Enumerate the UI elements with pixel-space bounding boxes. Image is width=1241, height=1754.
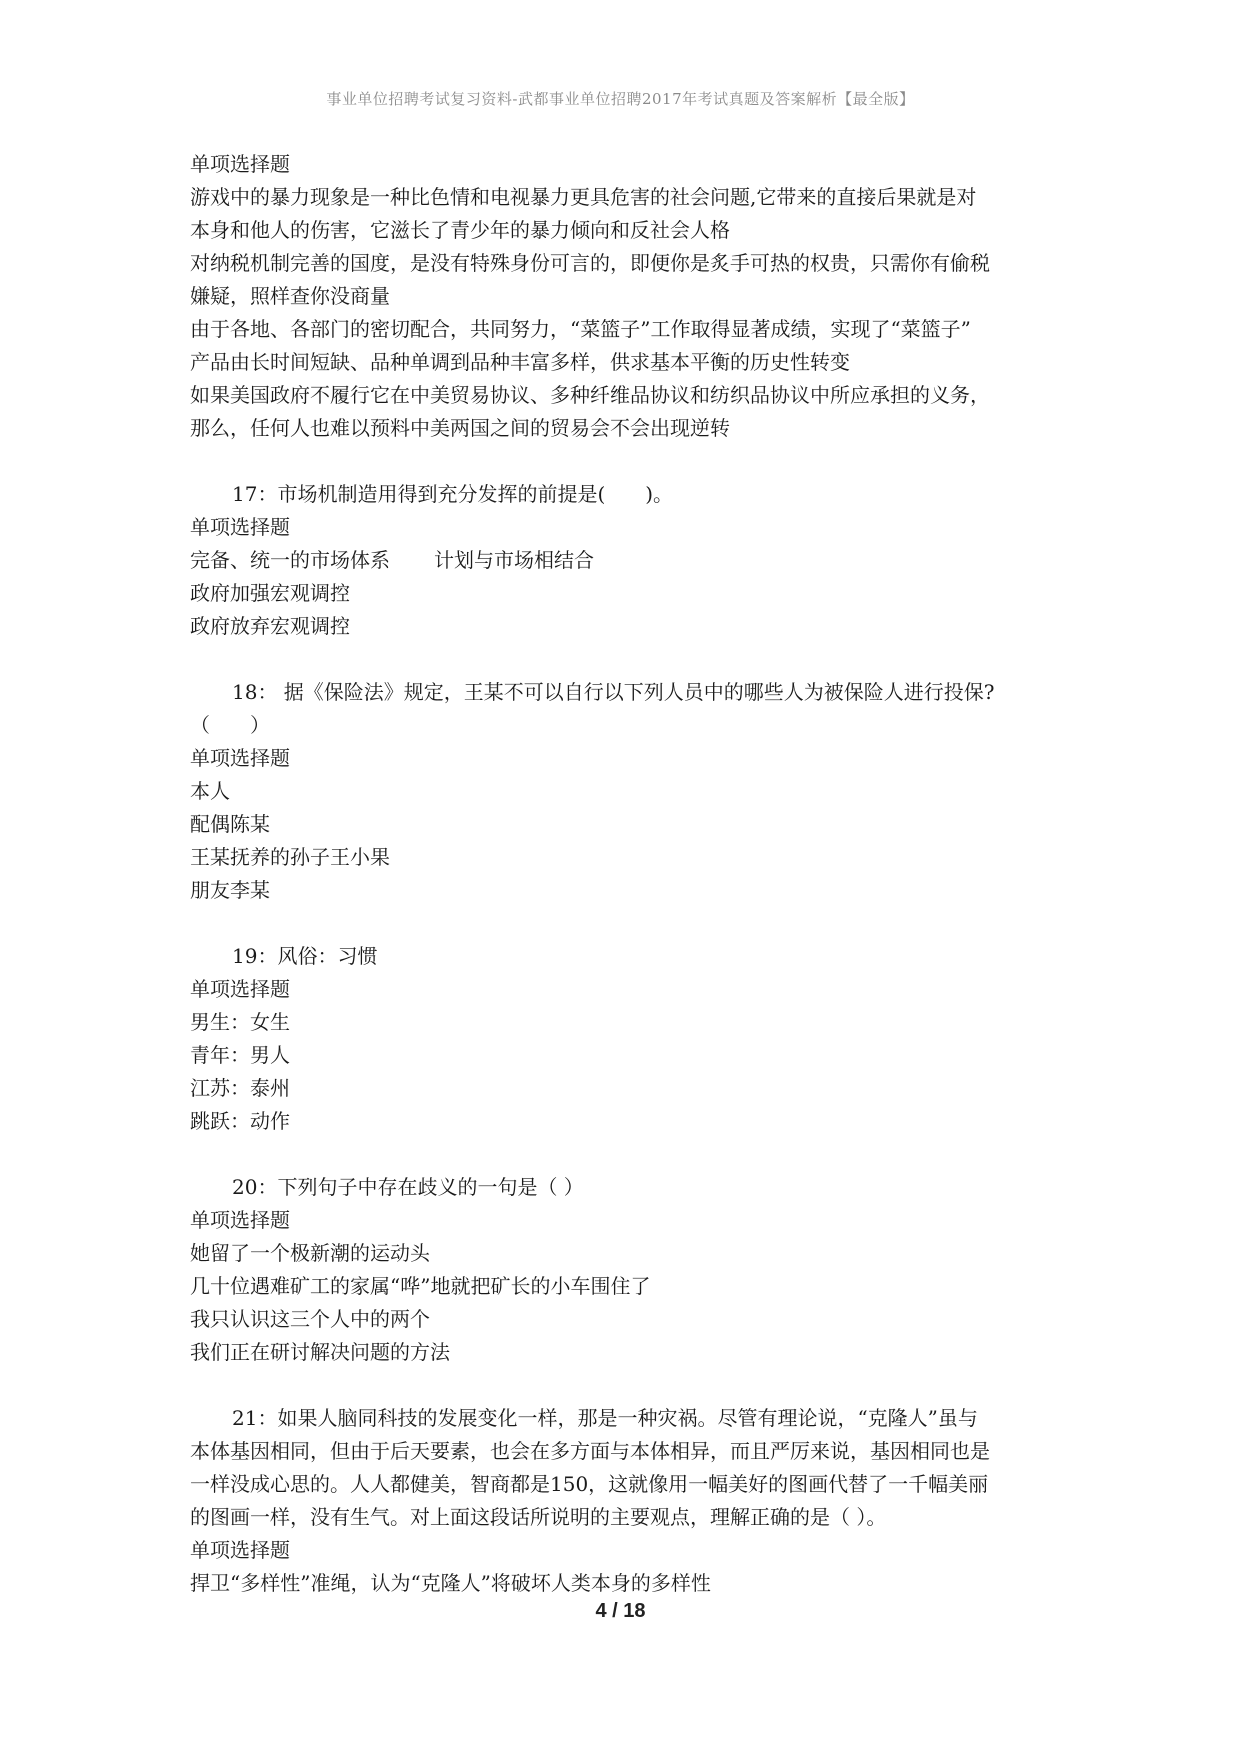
question-title-cont: 的图画一样，没有生气。对上面这段话所说明的主要观点，理解正确的是（ ）。: [190, 1505, 887, 1529]
option: 几十位遇难矿工的家属“哗”地就把矿长的小车围住了: [190, 1274, 651, 1298]
option: 朋友李某: [190, 878, 270, 902]
option: 本人: [190, 779, 230, 803]
option: 计划与市场相结合: [434, 548, 594, 572]
question-18-block: [190, 676, 1070, 907]
option: 江苏：泰州: [190, 1076, 290, 1100]
option: 完备、统一的市场体系: [190, 548, 390, 572]
question-title-cont: 一样没成心思的。人人都健美，智商都是150，这就像用一幅美好的图画代替了一千幅美丽: [190, 1472, 989, 1496]
question-type: 单项选择题: [190, 977, 290, 1001]
option-line: 如果美国政府不履行它在中美贸易协议、多种纤维品协议和纺织品协议中所应承担的义务，: [190, 383, 990, 407]
option-line: 嫌疑，照样查你没商量: [190, 284, 390, 308]
option: 捍卫“多样性”准绳，认为“克隆人”将破坏人类本身的多样性: [190, 1571, 711, 1595]
question-20-block: [190, 1171, 1070, 1369]
option-line: 那么，任何人也难以预料中美两国之间的贸易会不会出现逆转: [190, 416, 730, 440]
page-header: 事业单位招聘考试复习资料-武都事业单位招聘2017年考试真题及答案解析【最全版】: [326, 90, 915, 108]
option: 政府放弃宏观调控: [190, 614, 350, 638]
question-17-block: [190, 478, 1070, 643]
question-title: 20：下列句子中存在歧义的一句是（ ）: [232, 1175, 584, 1199]
option: 我们正在研讨解决问题的方法: [190, 1340, 450, 1364]
option-row: [190, 544, 1070, 577]
option-line: 游戏中的暴力现象是一种比色情和电视暴力更具危害的社会问题,它带来的直接后果就是对: [190, 185, 977, 209]
question-type: 单项选择题: [190, 515, 290, 539]
question-type: 单项选择题: [190, 1208, 290, 1232]
question-title-cont: 本体基因相同，但由于后天要素，也会在多方面与本体相异，而且严厉来说，基因相同也是: [190, 1439, 990, 1463]
question-title-cont: （ ）: [190, 713, 270, 737]
spacer: [190, 1138, 1070, 1171]
question-title: 17：市场机制造用得到充分发挥的前提是( )。: [232, 482, 674, 506]
question-16-block: [190, 148, 1070, 445]
option-line: 由于各地、各部门的密切配合，共同努力，“菜篮子”工作取得显著成绩，实现了“菜篮子”: [190, 317, 971, 341]
question-type: 单项选择题: [190, 1538, 290, 1562]
option: 跳跃：动作: [190, 1109, 290, 1133]
option-line: 本身和他人的伤害，它滋长了青少年的暴力倾向和反社会人格: [190, 218, 730, 242]
option: 王某抚养的孙子王小果: [190, 845, 390, 869]
question-19-block: [190, 940, 1070, 1138]
spacer: [190, 445, 1070, 478]
question-21-block: [190, 1402, 1070, 1600]
question-type: 单项选择题: [190, 746, 290, 770]
question-title: 21：如果人脑同科技的发展变化一样，那是一种灾祸。尽管有理论说，“克隆人”虽与: [232, 1406, 978, 1430]
page-number: 4 / 18: [595, 1600, 646, 1622]
question-title: 19：风俗：习惯: [232, 944, 378, 968]
spacer: [190, 643, 1070, 676]
option: 青年：男人: [190, 1043, 290, 1067]
question-type: 单项选择题: [190, 152, 290, 176]
option: 我只认识这三个人中的两个: [190, 1307, 430, 1331]
spacer: [190, 1369, 1070, 1402]
option-line: 产品由长时间短缺、品种单调到品种丰富多样，供求基本平衡的历史性转变: [190, 350, 850, 374]
question-title: 18： 据《保险法》规定，王某不可以自行以下列人员中的哪些人为被保险人进行投保?: [232, 680, 995, 704]
option: 男生：女生: [190, 1010, 290, 1034]
option: 配偶陈某: [190, 812, 270, 836]
option-line: 对纳税机制完善的国度，是没有特殊身份可言的，即便你是炙手可热的权贵，只需你有偷税: [190, 251, 990, 275]
document-body: [190, 148, 1070, 1600]
spacer: [190, 907, 1070, 940]
option: 政府加强宏观调控: [190, 581, 350, 605]
option: 她留了一个极新潮的运动头: [190, 1241, 430, 1265]
